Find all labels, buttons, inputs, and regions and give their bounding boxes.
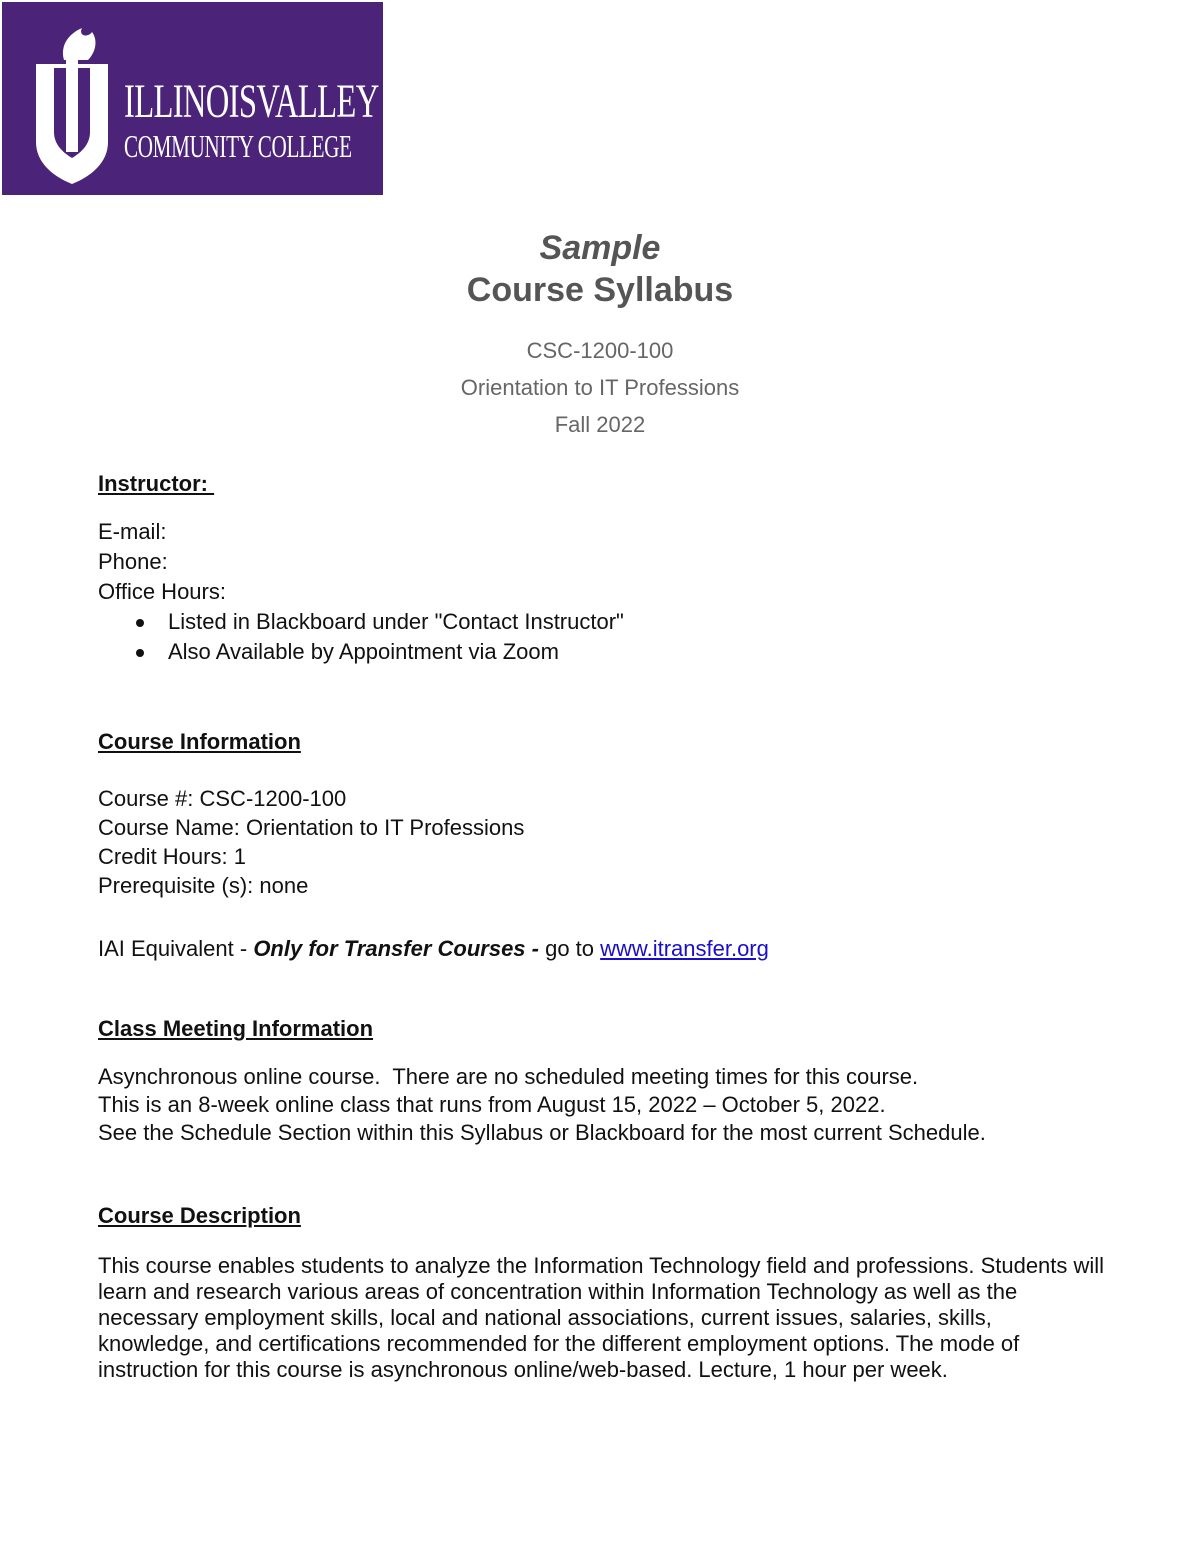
meeting-line: This is an 8-week online class that runs from August 15, 2022 – October 5, 2022. xyxy=(98,1092,886,1117)
meeting-line: Asynchronous online course. There are no scheduled meeting times for this course. xyxy=(98,1064,919,1089)
list-item: Listed in Blackboard under "Contact Instructor" xyxy=(98,607,1128,637)
title-sample: Sample xyxy=(539,229,661,267)
course-code: CSC-1200-100 xyxy=(526,338,674,363)
course-description-heading: Course Description xyxy=(98,1203,301,1228)
term: Fall 2022 xyxy=(554,412,646,437)
course-number: Course #: CSC-1200-100 xyxy=(98,786,347,811)
title-block xyxy=(0,226,1200,443)
logo-line-1: ILLINOISVALLEY xyxy=(124,75,379,128)
instructor-heading: Instructor: xyxy=(98,471,215,496)
page-title: Course Syllabus xyxy=(466,271,734,309)
college-logo xyxy=(2,2,383,195)
itransfer-link[interactable]: www.itransfer.org xyxy=(600,936,769,961)
bullet-icon xyxy=(136,619,144,627)
iai-equivalent: IAI Equivalent - Only for Transfer Courses - go to www.itransfer.org xyxy=(98,936,769,961)
phone-label: Phone: xyxy=(98,549,168,574)
class-meeting-heading: Class Meeting Information xyxy=(98,1016,374,1041)
office-hours-label: Office Hours: xyxy=(98,579,226,604)
course-description-text: This course enables students to analyze the Information Technology field and professions. Students will learn and research various areas of concentration within Information Technology as well as the necessary employment skills, local and national associations, current issues, salaries, skills, knowledge, and certifications recommended for the different employment options. The mode of instruction for this course is asynchronous online/web-based. Lecture, 1 hour per week. xyxy=(98,1253,1105,1382)
meeting-line: See the Schedule Section within this Syllabus or Blackboard for the most current Schedule. xyxy=(98,1120,986,1145)
logo-line-2: COMMUNITY COLLEGE xyxy=(124,128,352,164)
bullet-icon xyxy=(136,649,144,657)
course-description-section xyxy=(98,1201,1128,1383)
class-meeting-section xyxy=(98,1014,1128,1147)
course-name-line: Course Name: Orientation to IT Professions xyxy=(98,815,525,840)
course-name: Orientation to IT Professions xyxy=(460,375,740,400)
course-info-section xyxy=(98,727,1128,964)
office-hours-list xyxy=(98,607,1128,667)
email-label: E-mail: xyxy=(98,519,167,544)
prerequisite: Prerequisite (s): none xyxy=(98,873,309,898)
credit-hours: Credit Hours: 1 xyxy=(98,844,246,869)
course-info-heading: Course Information xyxy=(98,729,301,754)
instructor-section xyxy=(98,469,1128,667)
list-item: Also Available by Appointment via Zoom xyxy=(98,637,1128,667)
